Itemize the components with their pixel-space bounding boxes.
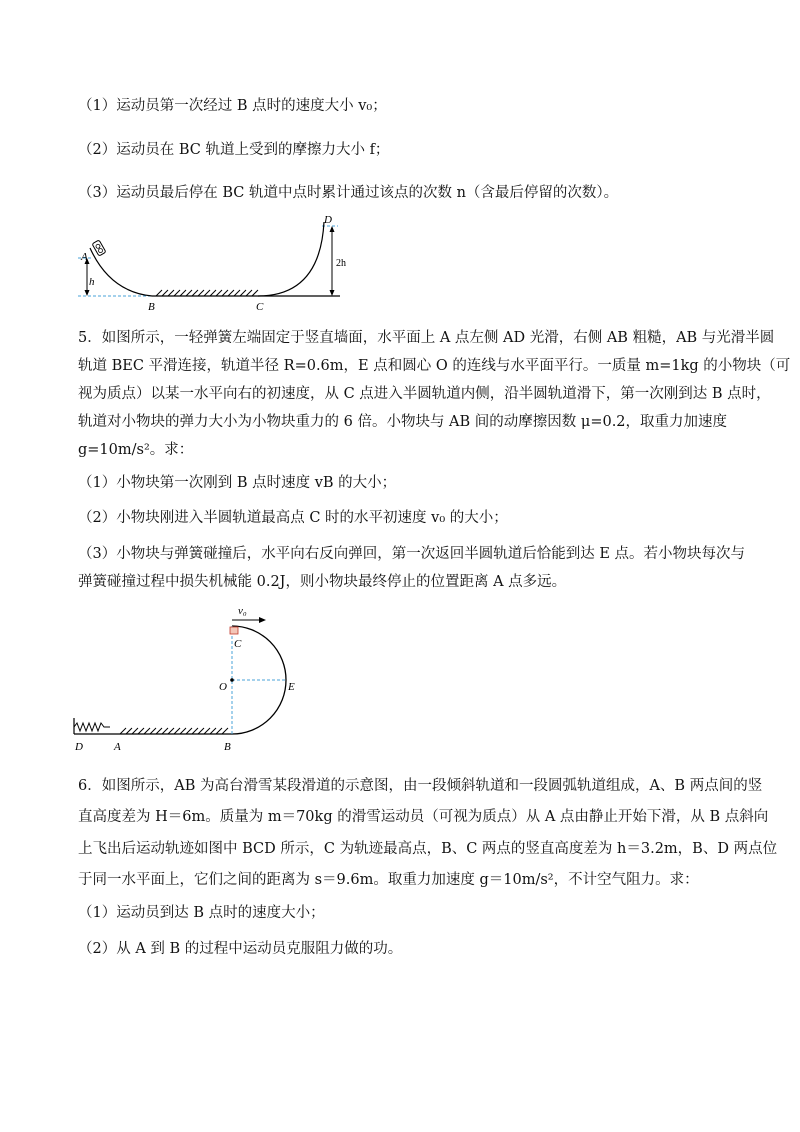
label-v0: v₀ (238, 605, 247, 617)
label-2h: 2h (336, 258, 346, 269)
q6-body-3: 上飞出后运动轨迹如图中 BCD 所示，C 为轨迹最高点，B、C 两点的竖直高度差为 h＝3.2m，B、D 两点位 (78, 841, 778, 857)
label-h: h (89, 276, 95, 288)
hatch-ab (120, 728, 228, 734)
q5-body-4: 轨道对小物块的弹力大小为小物块重力的 6 倍。小物块与 AB 间的动摩擦因数 μ=0.2，取重力加速度 (78, 414, 728, 430)
q6-sub-2: （2）从 A 到 B 的过程中运动员克服阻力做的功。 (78, 941, 403, 957)
hatch-bc (156, 290, 258, 296)
q5-body-3: 视为质点）以某一水平向右的初速度，从 C 点进入半圆轨道内侧，沿半圆轨道滑下，第一次刚到达 B 点时， (78, 386, 771, 402)
q5-sub-2: （2）小物块刚进入半圆轨道最高点 C 时的水平初速度 v₀ 的大小； (78, 510, 508, 526)
label-d: D (324, 214, 332, 226)
label-c: C (234, 638, 242, 650)
spring (74, 723, 110, 731)
label-a: A (81, 251, 88, 263)
q5-sub-3: （3）小物块与弹簧碰撞后，水平向右反向弹回，第一次返回半圆轨道后恰能到达 E 点。若小物块每次与 (78, 546, 746, 562)
center-o (230, 678, 234, 682)
q4-sub-1: （1）运动员第一次经过 B 点时的速度大小 v₀； (78, 98, 387, 114)
q4-sub-2: （2）运动员在 BC 轨道上受到的摩擦力大小 f； (78, 142, 390, 158)
label-b: B (148, 301, 155, 313)
block (230, 627, 238, 634)
q6-sub-1: （1）运动员到达 B 点时的速度大小； (78, 905, 325, 921)
figure-track-abcd (70, 210, 360, 315)
label-a: A (114, 741, 121, 753)
skier-icon (92, 240, 106, 256)
label-c: C (256, 301, 264, 313)
q5-sub-4: 弹簧碰撞过程中损失机械能 0.2J，则小物块最终停止的位置距离 A 点多远。 (78, 574, 567, 590)
q4-sub-3: （3）运动员最后停在 BC 轨道中点时累计通过该点的次数 n（含最后停留的次数）。 (78, 185, 619, 201)
q6-body-4: 于同一水平面上，它们之间的距离为 s＝9.6m。取重力加速度 g＝10m/s²，不计空气阻力。求： (78, 872, 699, 888)
q5-body-1: 5．如图所示，一轻弹簧左端固定于竖直墙面，水平面上 A 点左侧 AD 光滑，右侧 AB 粗糙，AB 与光滑半圆 (78, 330, 775, 346)
q5-body-2: 轨道 BEC 平滑连接，轨道半径 R=0.6m，E 点和圆心 O 的连线与水平面平行。一质量 m=1kg 的小物块（可 (78, 358, 791, 374)
q6-body-2: 直高度差为 H＝6m。质量为 m＝70kg 的滑雪运动员（可视为质点）从 A 点由静止开始下滑，从 B 点斜向 (78, 809, 769, 825)
label-o: O (219, 681, 227, 693)
figure-semicircle-track (66, 600, 326, 760)
q6-body-1: 6．如图所示，AB 为高台滑雪某段滑道的示意图，由一段倾斜轨道和一段圆弧轨道组成，A、B 两点间的竖 (78, 778, 763, 794)
q5-sub-1: （1）小物块第一次刚到 B 点时速度 vB 的大小； (78, 475, 397, 491)
label-e: E (288, 681, 295, 693)
right-curve (258, 222, 324, 296)
q5-body-5: g=10m/s²。求： (78, 442, 194, 458)
label-d: D (75, 741, 83, 753)
label-b: B (224, 741, 231, 753)
